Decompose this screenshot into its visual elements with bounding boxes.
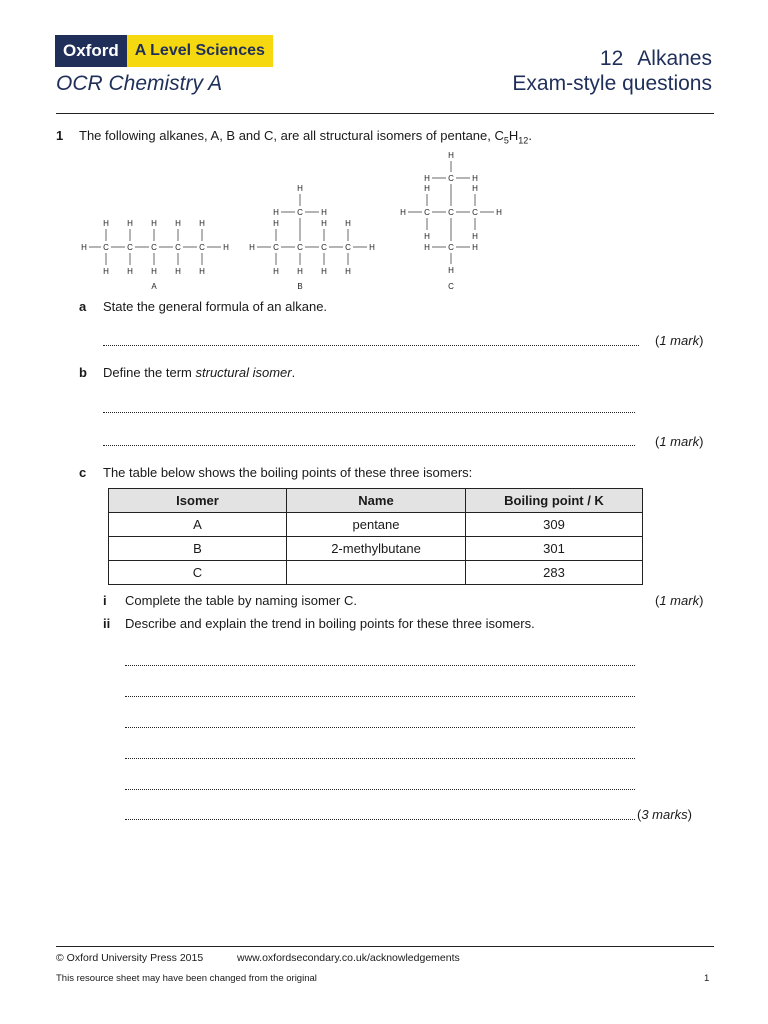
part-b-term: structural isomer xyxy=(195,365,292,380)
mark-allocation: (1 mark) xyxy=(655,333,704,348)
table-header-isomer: Isomer xyxy=(109,489,287,513)
logo-series: A Level Sciences xyxy=(127,35,273,67)
atom-h: H xyxy=(199,267,205,276)
label-a: A xyxy=(151,282,157,291)
atom-h: H xyxy=(151,267,157,276)
structure-a xyxy=(81,219,229,291)
atom-h: H xyxy=(103,219,109,228)
part-c-text: The table below shows the boiling points of these three isomers: xyxy=(103,465,473,480)
atom-c: C xyxy=(424,208,430,217)
atom-h: H xyxy=(448,266,454,275)
page-number: 1 xyxy=(704,973,710,984)
stem-sub-5: 5 xyxy=(503,135,509,146)
atom-c: C xyxy=(103,243,109,252)
atom-h: H xyxy=(496,208,502,217)
logo-oxford: Oxford xyxy=(55,35,127,67)
atom-h: H xyxy=(472,174,478,183)
part-a-letter: a xyxy=(79,299,87,314)
part-a-text: State the general formula of an alkane. xyxy=(103,299,328,314)
atom-h: H xyxy=(249,243,255,252)
atom-c: C xyxy=(151,243,157,252)
part-b-prefix: Define the term xyxy=(103,365,196,380)
atom-h: H xyxy=(400,208,406,217)
atom-h: H xyxy=(127,267,133,276)
cell-boiling-point: 301 xyxy=(466,537,643,561)
question-number: 1 xyxy=(56,128,64,143)
footer-divider xyxy=(56,946,714,947)
atom-h: H xyxy=(223,243,229,252)
atom-h: H xyxy=(345,219,351,228)
atom-h: H xyxy=(424,243,430,252)
cell-boiling-point: 309 xyxy=(466,513,643,537)
atom-c: C xyxy=(448,208,454,217)
atom-h: H xyxy=(321,267,327,276)
mark-allocation: (3 marks) xyxy=(637,807,692,822)
cell-name-blank[interactable] xyxy=(287,561,466,585)
mark-allocation: (1 mark) xyxy=(655,434,704,449)
mark-text: 3 marks xyxy=(641,807,688,822)
atom-h: H xyxy=(472,184,478,193)
atom-h: H xyxy=(321,208,327,217)
course-title: OCR Chemistry A xyxy=(56,72,223,95)
part-b-letter: b xyxy=(79,365,87,380)
table-header-name: Name xyxy=(287,489,466,513)
answer-line[interactable] xyxy=(125,696,635,697)
atom-h: H xyxy=(321,219,327,228)
atom-h: H xyxy=(273,267,279,276)
cell-isomer: B xyxy=(109,537,287,561)
atom-h: H xyxy=(273,208,279,217)
mark-allocation: (1 mark) xyxy=(655,593,704,608)
atom-h: H xyxy=(273,219,279,228)
table-header-boiling-point: Boiling point / K xyxy=(466,489,643,513)
footer-copyright: © Oxford University Press 2015 xyxy=(56,952,204,964)
atom-h: H xyxy=(103,267,109,276)
chapter-number: 12 xyxy=(599,47,624,70)
atom-h: H xyxy=(369,243,375,252)
answer-line[interactable] xyxy=(125,727,635,728)
part-b-end: . xyxy=(291,365,296,380)
part-b-text xyxy=(103,365,295,380)
mark-text: 1 mark xyxy=(659,593,700,608)
cell-boiling-point: 283 xyxy=(466,561,643,585)
footer-url[interactable]: www.oxfordsecondary.co.uk/acknowledgements xyxy=(237,952,460,964)
cell-name: 2-methylbutane xyxy=(287,537,466,561)
footer-note: This resource sheet may have been changed from the original xyxy=(56,973,317,984)
atom-h: H xyxy=(175,267,181,276)
atom-h: H xyxy=(424,232,430,241)
atom-c: C xyxy=(175,243,181,252)
sheet-title: Exam-style questions xyxy=(512,72,712,95)
atom-h: H xyxy=(127,219,133,228)
isomer-structures xyxy=(0,0,768,300)
table-row xyxy=(109,561,643,585)
atom-h: H xyxy=(199,219,205,228)
answer-line[interactable] xyxy=(103,445,635,446)
atom-c: C xyxy=(448,243,454,252)
atom-c: C xyxy=(321,243,327,252)
answer-line[interactable] xyxy=(125,819,635,820)
atom-h: H xyxy=(472,232,478,241)
mark-text: 1 mark xyxy=(659,434,700,449)
atom-h: H xyxy=(81,243,87,252)
stem-h: H xyxy=(508,128,519,143)
structure-b xyxy=(249,184,375,291)
atom-c: C xyxy=(297,208,303,217)
mark-text: 1 mark xyxy=(659,333,700,348)
cell-name: pentane xyxy=(287,513,466,537)
atom-h: H xyxy=(151,219,157,228)
atom-h: H xyxy=(424,174,430,183)
answer-line[interactable] xyxy=(125,665,635,666)
table-row xyxy=(109,537,643,561)
sub-i-numeral: i xyxy=(103,593,107,608)
label-c: C xyxy=(448,282,454,291)
atom-c: C xyxy=(345,243,351,252)
stem-sub-12: 12 xyxy=(518,135,529,146)
atom-c: C xyxy=(448,174,454,183)
part-c-letter: c xyxy=(79,465,87,480)
table-row xyxy=(109,513,643,537)
atom-h: H xyxy=(175,219,181,228)
atom-c: C xyxy=(472,208,478,217)
atom-c: C xyxy=(297,243,303,252)
atom-c: C xyxy=(199,243,205,252)
cell-isomer: C xyxy=(109,561,287,585)
sub-ii-numeral: ii xyxy=(103,616,111,631)
atom-h: H xyxy=(297,267,303,276)
atom-c: C xyxy=(127,243,133,252)
answer-line[interactable] xyxy=(103,345,639,346)
chapter-title: Alkanes xyxy=(637,47,712,70)
boiling-point-table xyxy=(108,488,643,585)
atom-h: H xyxy=(448,151,454,160)
atom-h: H xyxy=(424,184,430,193)
stem-end: . xyxy=(528,128,532,143)
atom-h: H xyxy=(472,243,478,252)
label-b: B xyxy=(297,282,303,291)
sub-ii-text: Describe and explain the trend in boiling points for these three isomers. xyxy=(125,616,535,631)
cell-isomer: A xyxy=(109,513,287,537)
stem-text: The following alkanes, A, B and C, are all structural isomers of pentane, C xyxy=(79,128,504,143)
table-header-row xyxy=(109,489,643,513)
structure-c xyxy=(400,151,502,291)
atom-h: H xyxy=(297,184,303,193)
atom-h: H xyxy=(345,267,351,276)
sub-i-text: Complete the table by naming isomer C. xyxy=(125,593,357,608)
answer-line[interactable] xyxy=(125,789,635,790)
answer-line[interactable] xyxy=(103,412,635,413)
atom-c: C xyxy=(273,243,279,252)
answer-line[interactable] xyxy=(125,758,635,759)
